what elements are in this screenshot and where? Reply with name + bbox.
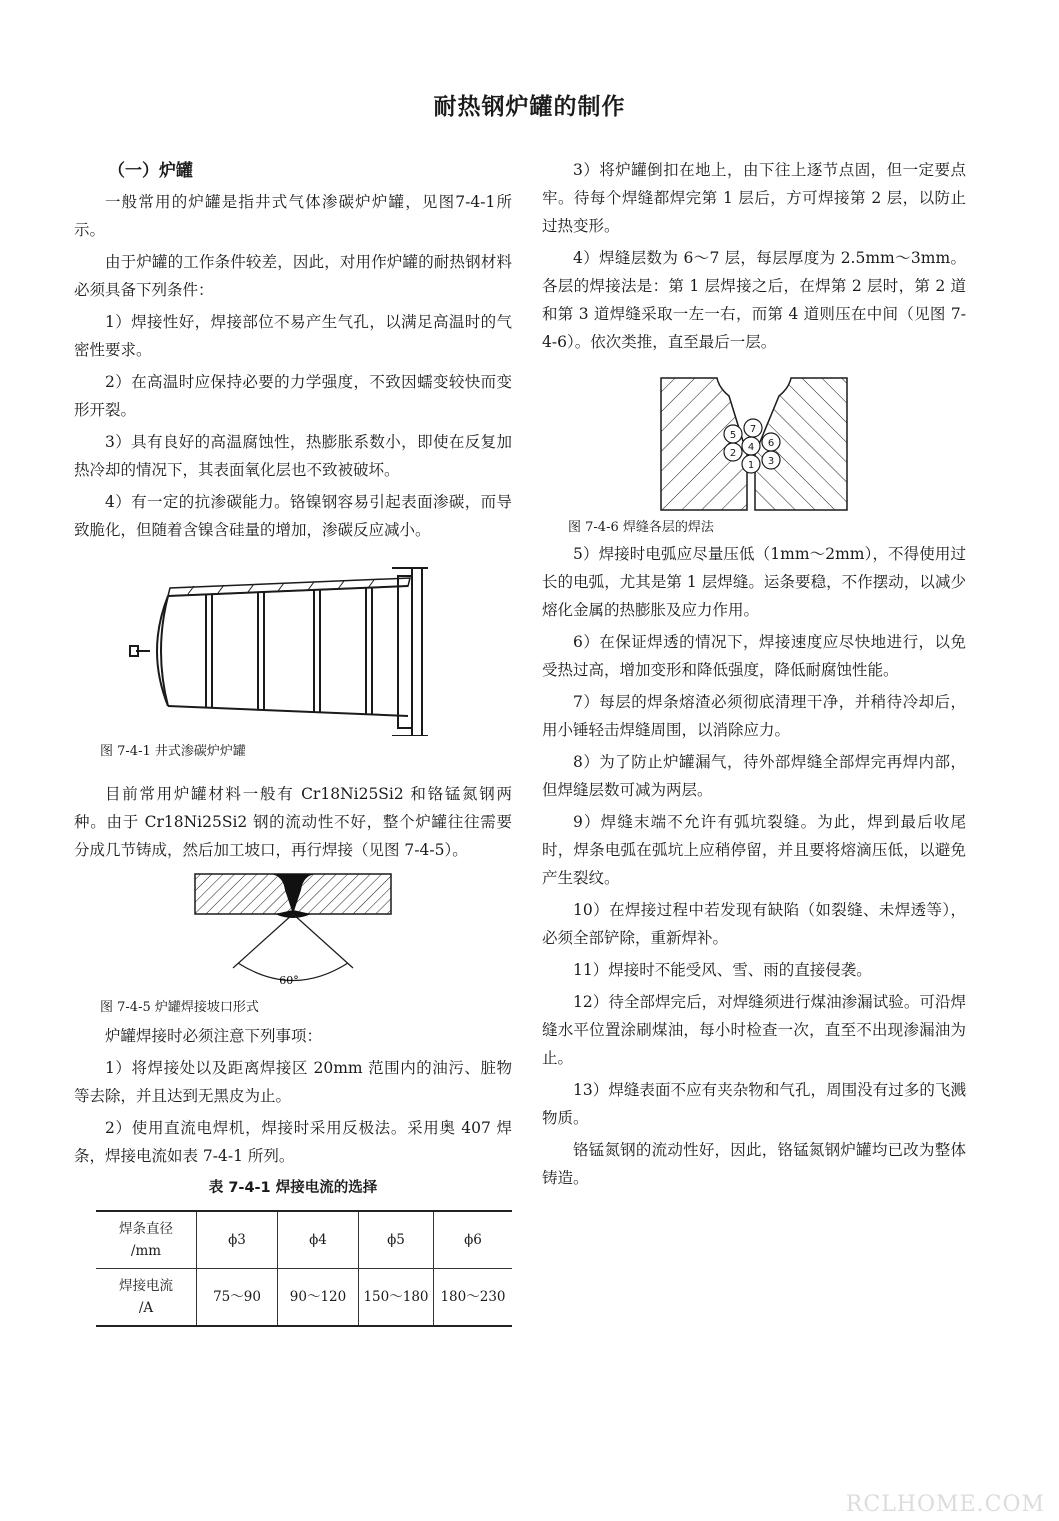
weld-pass-label: 7 [749,424,757,435]
figure-caption: 图 7-4-6 焊缝各层的焊法 [568,520,714,535]
table-cell: 180～230 [434,1269,513,1327]
condition-item: 3）具有良好的高温腐蚀性，热膨胀系数小，即使在反复加热冷却的情况下，其表面氧化层也不致被破坏。 [74,433,512,479]
figure-caption: 图 7-4-1 井式渗碳炉炉罐 [100,744,246,759]
weld-pass-label: 2 [729,448,737,459]
table-cell: 90～120 [278,1269,359,1327]
weld-layers-figure [659,374,849,514]
step-item: 10）在焊接过程中若发现有缺陷（如裂缝、未焊透等），必须全部铲除，重新焊补。 [542,901,966,947]
weld-pass-label: 3 [767,456,775,467]
step-item: 2）使用直流电焊机，焊接时采用反极法。采用奥 407 焊条，焊接电流如表 7-4-1 所列。 [74,1119,512,1165]
condition-item: 4）有一定的抗渗碳能力。铬镍钢容易引起表面渗碳，而导致脆化，但随着含镍含硅量的增加，渗碳反应减小。 [74,493,512,539]
condition-item: 2）在高温时应保持必要的力学强度，不致因蠕变较快而变形开裂。 [74,373,512,419]
weld-pass-label: 6 [767,438,775,449]
table-row [96,1269,512,1327]
weld-pass-label: 1 [747,460,755,471]
paragraph: 目前常用炉罐材料一般有 Cr18Ni25Si2 和铬锰氮钢两种。由于 Cr18Ni25Si2 钢的流动性不好，整个炉罐往往需要分成几节铸成，然后加工坡口，再行焊接（见图 7-4-5）。 [74,785,512,859]
step-item: 3）将炉罐倒扣在地上，由下往上逐节点固，但一定要点牢。待每个焊缝都焊完第 1 层后，方可焊接第 2 层，以防止过热变形。 [542,161,966,235]
step-item: 9）焊缝末端不允许有弧坑裂缝。为此，焊到最后收尾时，焊条电弧在弧坑上应稍停留，并且要将熔滴压低，以避免产生裂纹。 [542,813,966,887]
paragraph: 炉罐焊接时必须注意下列事项： [105,1027,323,1045]
page-title: 耐热钢炉罐的制作 [433,94,626,120]
step-item: 4）焊缝层数为 6～7 层，每层厚度为 2.5mm～3mm。各层的焊接法是：第 1 层焊接之后，在焊第 2 层时，第 2 道和第 3 道焊缝采取一左一右，而第 4 道则压在中间（见图 7-4-6）。依次类推，直至最后一层。 [542,249,966,351]
watermark: RCLHOME.COM [845,1492,1045,1517]
weld-groove-figure [193,870,393,990]
step-item: 7）每层的焊条熔渣必须彻底清理干净，并稍待冷却后，用小锤轻击焊缝周围，以消除应力。 [542,693,966,739]
step-item: 13）焊缝表面不应有夹杂物和气孔，周围没有过多的飞溅物质。 [542,1081,966,1127]
table-cell: 75～90 [197,1269,278,1327]
row-header: 焊接电流 /A [96,1269,197,1327]
paragraph: 由于炉罐的工作条件较差，因此，对用作炉罐的耐热钢材料必须具备下列条件： [74,253,512,299]
paragraph: 铬锰氮钢的流动性好，因此，铬锰氮钢炉罐均已改为整体铸造。 [542,1141,966,1187]
step-item: 1）将焊接处以及距离焊接区 20mm 范围内的油污、脏物等去除，并且达到无黑皮为止。 [74,1059,512,1105]
groove-angle-label: 60° [279,974,299,987]
table-row [96,1211,512,1269]
step-item: 6）在保证焊透的情况下，焊接速度应尽快地进行，以免受热过高，增加变形和降低强度，降低耐腐蚀性能。 [542,633,966,679]
section-heading: （一）炉罐 [108,161,193,181]
table-cell: ϕ6 [464,1232,482,1248]
weld-pass-label: 5 [729,430,737,441]
row-header: 焊条直径 /mm [96,1211,197,1269]
left-column [74,156,512,1327]
weld-pass-label: 4 [747,442,755,453]
step-item: 5）焊接时电弧应尽量压低（1mm～2mm），不得使用过长的电弧，尤其是第 1 层焊缝。运条要稳，不作摆动，以减少熔化金属的热膨胀及应力作用。 [542,545,966,619]
furnace-retort-figure [128,556,458,736]
right-column [542,156,966,1196]
paragraph: 一般常用的炉罐是指井式气体渗碳炉炉罐，见图7-4-1所示。 [74,193,512,239]
table-title: 表 7-4-1 焊接电流的选择 [208,1180,378,1196]
step-item: 8）为了防止炉罐漏气，待外部焊缝全部焊完再焊内部，但焊缝层数可减为两层。 [542,753,966,799]
table-cell: ϕ3 [197,1211,278,1269]
step-item: 12）待全部焊完后，对焊缝须进行煤油渗漏试验。可沿焊缝水平位置涂刷煤油，每小时检查一次，直至不出现渗漏油为止。 [542,993,966,1067]
table-cell: 150～180 [359,1269,434,1327]
welding-current-table [96,1210,512,1327]
table-cell: ϕ4 [278,1211,359,1269]
condition-item: 1）焊接性好，焊接部位不易产生气孔，以满足高温时的气密性要求。 [74,313,512,359]
step-item: 11）焊接时不能受风、雪、雨的直接侵袭。 [573,961,872,979]
figure-caption: 图 7-4-5 炉罐焊接坡口形式 [100,1000,259,1015]
table-cell: ϕ5 [359,1211,434,1269]
